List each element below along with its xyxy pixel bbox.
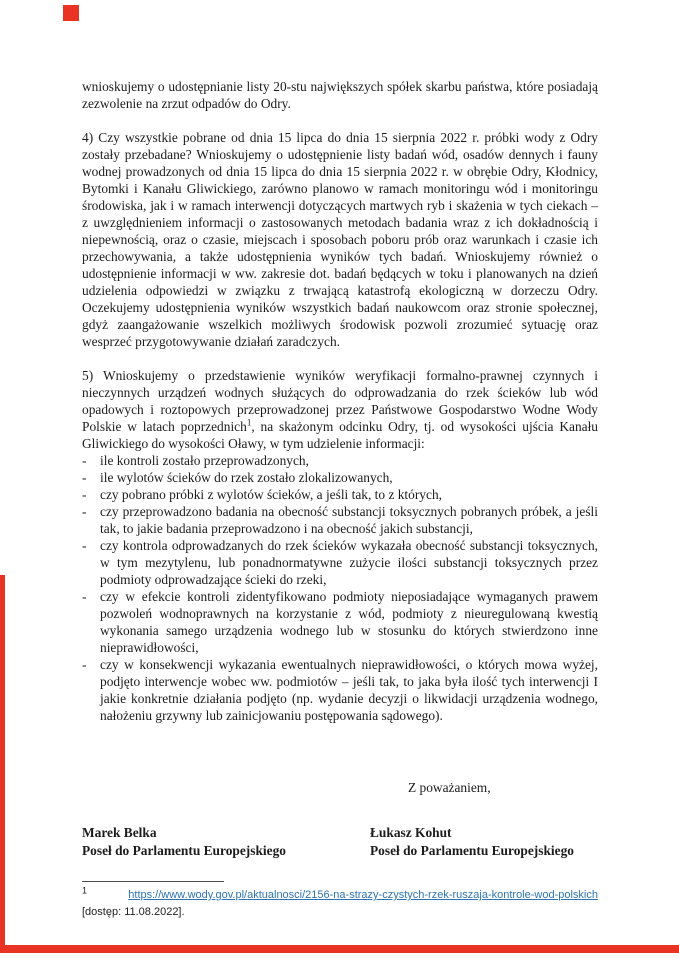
list-item-text: czy pobrano próbki z wylotów ścieków, a jeśli tak, to z których, bbox=[100, 487, 442, 502]
footnote-separator bbox=[82, 881, 224, 882]
paragraph-point-5 bbox=[82, 367, 598, 452]
dash-marker: - bbox=[82, 657, 87, 672]
list-item bbox=[82, 452, 598, 469]
list-item-text: czy kontrola odprowadzanych do rzek ścieków wykazała obecność substancji toksycznych, w tym mezytylenu, lub ponadnormatywne zużycie ilości substancji toksycznych przez podmioty odprowadzające ścieki do rzeki, bbox=[100, 538, 598, 587]
signature-right bbox=[370, 824, 598, 859]
list-item bbox=[82, 588, 598, 656]
dash-marker: - bbox=[82, 453, 87, 468]
signature-title: Poseł do Parlamentu Europejskiego bbox=[82, 842, 286, 858]
list-item bbox=[82, 537, 598, 588]
signature-left bbox=[82, 824, 370, 859]
red-annotation-bottom-bar bbox=[0, 945, 679, 953]
dash-marker: - bbox=[82, 487, 87, 502]
red-annotation-square bbox=[63, 5, 79, 21]
red-annotation-left-bar bbox=[0, 575, 5, 953]
point-5-text: 5) Wnioskujemy o przedstawienie wyników weryfikacji formalno-prawnej czynnych i nieczynnych urządzeń wodnych służących do odprowadzania do rzek ścieków lub wód opadowych i roztopowych przeprowadzonej przez Państwowe Gospodarstwo Wodne Wody Polskie w latach poprzednich bbox=[82, 368, 598, 434]
footnote-text bbox=[82, 887, 598, 920]
paragraph-point-4: 4) Czy wszystkie pobrane od dnia 15 lipca do dnia 15 sierpnia 2022 r. próbki wody z Odry zostały przebadane? Wnioskujemy o udostępnienie listy badań wód, osadów dennych i fauny wodnej prowadzonych od dnia 15 lipca do dnia 15 sierpnia 2022 r. w obrębie Odry, Kłodnicy, Bytomki i Kanału Gliwickiego, zarówno planowo w ramach monitoringu wód i monitoringu środowiska, jak i w ramach interwencji dotyczących martwych ryb i skażenia w tych ciekach – z uwzględnieniem informacji o zastosowanych metodach badania wraz z ich dokładnością i niepewnością, oraz o czasie, miejscach i sposobach poboru prób oraz warunkach i czasie ich przechowywania, a także udostępnienia wyników tych badań. Wnioskujemy również o udostępnienie informacji w ww. zakresie dot. badań będących w toku i planowanych na dzień udzielenia odpowiedzi w związku z trwającą katastrofą ekologiczną w dorzeczu Odry. Oczekujemy udostępnienia wyników wszystkich badań naukowcom oraz stronie społecznej, gdyż zaangażowanie wszelkich możliwych środowisk pozwoli zrozumieć sytuację oraz wesprzeć przygotowywanie działań zaradczych. bbox=[82, 130, 598, 349]
point-5-text-continued: , na skażonym odcinku Odry, tj. od wysokości ujścia Kanału Gliwickiego do wysokości Oławy, w tym udzielenie informacji: bbox=[82, 419, 599, 451]
footnote-access-date: [dostęp: 11.08.2022]. bbox=[82, 905, 185, 918]
footnote-marker: 1 bbox=[82, 885, 88, 896]
dash-marker: - bbox=[82, 538, 87, 553]
bullet-list bbox=[82, 452, 598, 724]
footnote-section bbox=[82, 881, 598, 920]
dash-marker: - bbox=[82, 504, 87, 519]
list-item bbox=[82, 486, 598, 503]
list-item-text: czy przeprowadzono badania na obecność substancji toksycznych pobranych próbek, a jeśli tak, to jakie badania przeprowadzono i na obecność jakich substancji, bbox=[100, 504, 598, 536]
dash-marker: - bbox=[82, 589, 87, 604]
signature-block bbox=[82, 824, 598, 859]
footnote-link[interactable]: https://www.wody.gov.pl/aktualnosci/2156-na-strazy-czystych-rzek-ruszaja-kontrole-wod-polskich bbox=[128, 889, 598, 901]
list-item-text: czy w efekcie kontroli zidentyfikowano podmioty nieposiadające wymaganych prawem pozwoleń wodnoprawnych na korzystanie z wód, podmioty z nieuregulowaną kwestią wykonania samego urządzenia wodnego lub w stosunku do których stwierdzono inne nieprawidłowości, bbox=[100, 589, 598, 655]
list-item bbox=[82, 503, 598, 537]
list-item-text: czy w konsekwencji wykazania ewentualnych nieprawidłowości, o których mowa wyżej, podjęto interwencje wobec ww. podmiotów – jeśli tak, to jaka była ilość tych interwencji I jakie konkretnie działania podjęto (np. wydanie decyzji o likwidacji urządzenia wodnego, nałożeniu grzywny lub zainicjowaniu postępowania sądowego). bbox=[100, 657, 598, 723]
signature-name: Marek Belka bbox=[82, 825, 157, 840]
dash-marker: - bbox=[82, 470, 87, 485]
paragraph-intro: wnioskujemy o udostępnianie listy 20-stu największych spółek skarbu państwa, które posiadają zezwolenie na zrzut odpadów do Odry. bbox=[82, 79, 598, 111]
list-item-text: ile wylotów ścieków do rzek zostało zlokalizowanych, bbox=[100, 470, 393, 485]
footnote-reference: 1 bbox=[246, 417, 252, 428]
letter-body bbox=[82, 78, 598, 920]
list-item bbox=[82, 656, 598, 724]
list-item-text: ile kontroli zostało przeprowadzonych, bbox=[100, 453, 309, 468]
list-item bbox=[82, 469, 598, 486]
signature-name: Łukasz Kohut bbox=[370, 825, 452, 840]
closing-salutation: Z poważaniem, bbox=[408, 780, 491, 795]
signature-title: Poseł do Parlamentu Europejskiego bbox=[370, 842, 574, 858]
